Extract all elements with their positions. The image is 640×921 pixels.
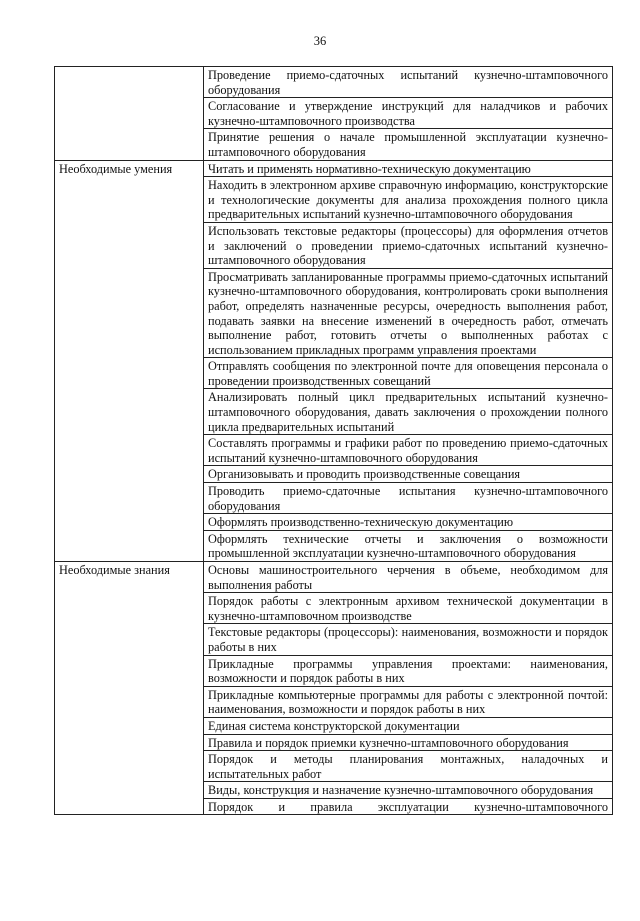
page-number: 36 [313, 34, 327, 48]
table-row [55, 562, 613, 593]
table-cell-item-text: Порядок и правила эксплуатации кузнечно-штамповочного [208, 799, 608, 814]
table-cell-item: Оформлять технические отчеты и заключения о возможности промышленной эксплуатации кузнечно-штамповочного оборудования [204, 530, 613, 561]
table-cell-item: Прикладные компьютерные программы для работы с электронной почтой: наименования, возможности и порядок работы в них [204, 686, 613, 717]
group-label-skills: Необходимые умения [55, 160, 204, 561]
table-row [55, 160, 613, 177]
table-cell-item: Использовать текстовые редакторы (процессоры) для оформления отчетов и заключений о проведении приемо-сдаточных испытаний кузнечно-штамповочного оборудования [204, 222, 613, 268]
table-cell-item: Анализировать полный цикл предварительных испытаний кузнечно-штамповочного оборудования, давать заключения о прохождении полного цикла предварительных испытаний [204, 389, 613, 435]
table-cell-item: Единая система конструкторской документации [204, 717, 613, 734]
table-cell-item: Прикладные программы управления проектами: наименования, возможности и порядок работы в них [204, 655, 613, 686]
table-cell-item: Принятие решения о начале промышленной эксплуатации кузнечно-штамповочного оборудования [204, 129, 613, 160]
table-cell-item: Оформлять производственно-техническую документацию [204, 514, 613, 531]
table-cell-item: Находить в электронном архиве справочную информацию, конструкторские и технологические документы для анализа прохождения полного цикла предварительных испытаний кузнечно-штамповочного оборудования [204, 177, 613, 223]
table-cell-item: Составлять программы и графики работ по проведению приемо-сдаточных испытаний кузнечно-штамповочного оборудования [204, 435, 613, 466]
table-cell-item: Текстовые редакторы (процессоры): наименования, возможности и порядок работы в них [204, 624, 613, 655]
table-cell-item: Организовывать и проводить производственные совещания [204, 466, 613, 483]
table-cell-item: Просматривать запланированные программы приемо-сдаточных испытаний кузнечно-штамповочного оборудования, контролировать сроки выполнения работ, определять назначенные ресурсы, очередность выполнения работ, подавать заявки на внесение изменений в очередность работ, отмечать выполнение работ, готовить отчеты о выполненных работах с использованием прикладных программ управления проектами [204, 268, 613, 358]
table-cell-item: Отправлять сообщения по электронной почте для оповещения персонала о проведении производственных совещаний [204, 358, 613, 389]
table-cell-item: Проведение приемо-сдаточных испытаний кузнечно-штамповочного оборудования [204, 67, 613, 98]
group-label-continued [55, 67, 204, 161]
table-cell-item: Согласование и утверждение инструкций для наладчиков и рабочих кузнечно-штамповочного производства [204, 98, 613, 129]
table-cell-item: Читать и применять нормативно-техническую документацию [204, 160, 613, 177]
table-cell-item: Порядок и методы планирования монтажных, наладочных и испытательных работ [204, 751, 613, 782]
table-cell-item: Правила и порядок приемки кузнечно-штамповочного оборудования [204, 734, 613, 751]
table-cell-item-cut [204, 798, 613, 814]
table-cell-item: Порядок работы с электронным архивом технической документации в кузнечно-штамповочном производстве [204, 593, 613, 624]
table-cell-item: Основы машиностроительного черчения в объеме, необходимом для выполнения работы [204, 562, 613, 593]
group-label-knowledge: Необходимые знания [55, 562, 204, 815]
table-row [55, 67, 613, 98]
competency-table [54, 66, 613, 815]
table-cell-item: Проводить приемо-сдаточные испытания кузнечно-штамповочного оборудования [204, 483, 613, 514]
table-cell-item: Виды, конструкция и назначение кузнечно-штамповочного оборудования [204, 782, 613, 799]
